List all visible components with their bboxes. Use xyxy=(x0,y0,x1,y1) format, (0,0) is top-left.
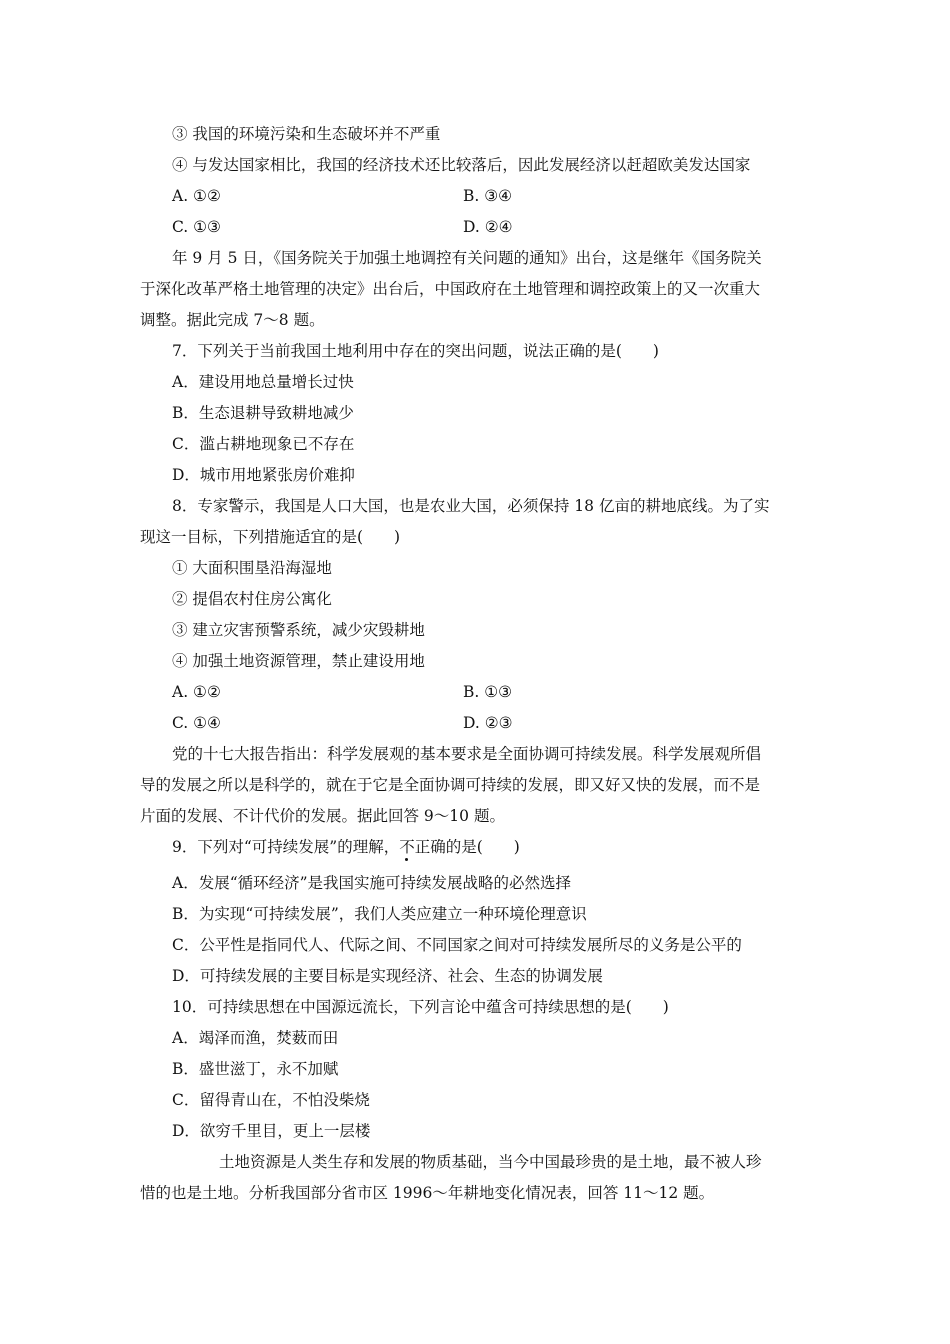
question-10: 10．可持续思想在中国源远流长，下列言论中蕴含可持续思想的是( ) xyxy=(172,998,669,1016)
answer-choice: B. ③④ xyxy=(463,187,513,205)
option-line: ① 大面积围垦沿海湿地 xyxy=(172,559,332,577)
question-9 xyxy=(172,837,520,857)
passage-text: 调整。据此完成 7～8 题。 xyxy=(140,311,325,329)
passage-text: 惜的也是土地。分析我国部分省市区 1996～年耕地变化情况表，回答 11～12 题。 xyxy=(140,1184,715,1202)
question-9-text: 9．下列对“可持续发展”的理解， xyxy=(172,838,400,856)
passage-text: 土地资源是人类生存和发展的物质基础，当今中国最珍贵的是土地，最不被人珍 xyxy=(219,1153,762,1171)
passage-text: 片面的发展、不计代价的发展。据此回答 9～10 题。 xyxy=(140,807,505,825)
option-line: ④ 加强土地资源管理，禁止建设用地 xyxy=(172,652,425,670)
passage-text: 导的发展之所以是科学的，就在于它是全面协调可持续的发展，即又好又快的发展，而不是 xyxy=(140,776,761,794)
emphasis-dot-char: 不 xyxy=(399,838,415,856)
answer-choice: A．竭泽而渔，焚薮而田 xyxy=(172,1029,339,1047)
answer-choice: D．欲穷千里目，更上一层楼 xyxy=(172,1122,371,1140)
answer-choice: D．城市用地紧张房价难抑 xyxy=(172,466,355,484)
answer-choice: B．生态退耕导致耕地减少 xyxy=(172,404,354,422)
answer-choice: D．可持续发展的主要目标是实现经济、社会、生态的协调发展 xyxy=(172,967,603,985)
passage-text: 党的十七大报告指出：科学发展观的基本要求是全面协调可持续发展。科学发展观所倡 xyxy=(172,745,762,763)
question-8: 现这一目标，下列措施适宜的是( ) xyxy=(140,528,401,546)
answer-choice: C．公平性是指同代人、代际之间、不同国家之间对可持续发展所尽的义务是公平的 xyxy=(172,936,742,954)
question-8: 8．专家警示，我国是人口大国，也是农业大国，必须保持 18 亿亩的耕地底线。为了实 xyxy=(172,497,770,515)
answer-choice: C. ①③ xyxy=(172,218,221,236)
answer-choice: B．盛世滋丁，永不加赋 xyxy=(172,1060,339,1078)
answer-choice: A. ①② xyxy=(172,187,221,205)
answer-choice: C．留得青山在，不怕没柴烧 xyxy=(172,1091,370,1109)
passage-text: 年 9 月 5 日，《国务院关于加强土地调控有关问题的通知》出台，这是继年《国务院关 xyxy=(172,249,762,267)
answer-choice: A. ①② xyxy=(172,683,221,701)
option-line: ③ 建立灾害预警系统，减少灾毁耕地 xyxy=(172,621,425,639)
answer-choice: D. ②③ xyxy=(463,714,513,732)
passage-text: 于深化改革严格土地管理的决定》出台后，中国政府在土地管理和调控政策上的又一次重大 xyxy=(140,280,761,298)
answer-choice: A．发展“循环经济”是我国实施可持续发展战略的必然选择 xyxy=(172,874,572,892)
question-7: 7．下列关于当前我国土地利用中存在的突出问题，说法正确的是( ) xyxy=(172,342,659,360)
answer-choice: B. ①③ xyxy=(463,683,513,701)
answer-choice: D. ②④ xyxy=(463,218,513,236)
option-line: ③ 我国的环境污染和生态破坏并不严重 xyxy=(172,125,441,143)
answer-choice: A．建设用地总量增长过快 xyxy=(172,373,354,391)
option-line: ④ 与发达国家相比，我国的经济技术还比较落后，因此发展经济以赶超欧美发达国家 xyxy=(172,156,751,174)
option-line: ② 提倡农村住房公寓化 xyxy=(172,590,332,608)
answer-choice: C. ①④ xyxy=(172,714,221,732)
question-9-text: 正确的是( ) xyxy=(414,838,520,856)
answer-choice: C．滥占耕地现象已不存在 xyxy=(172,435,355,453)
answer-choice: B．为实现“可持续发展”，我们人类应建立一种环境伦理意识 xyxy=(172,905,587,923)
